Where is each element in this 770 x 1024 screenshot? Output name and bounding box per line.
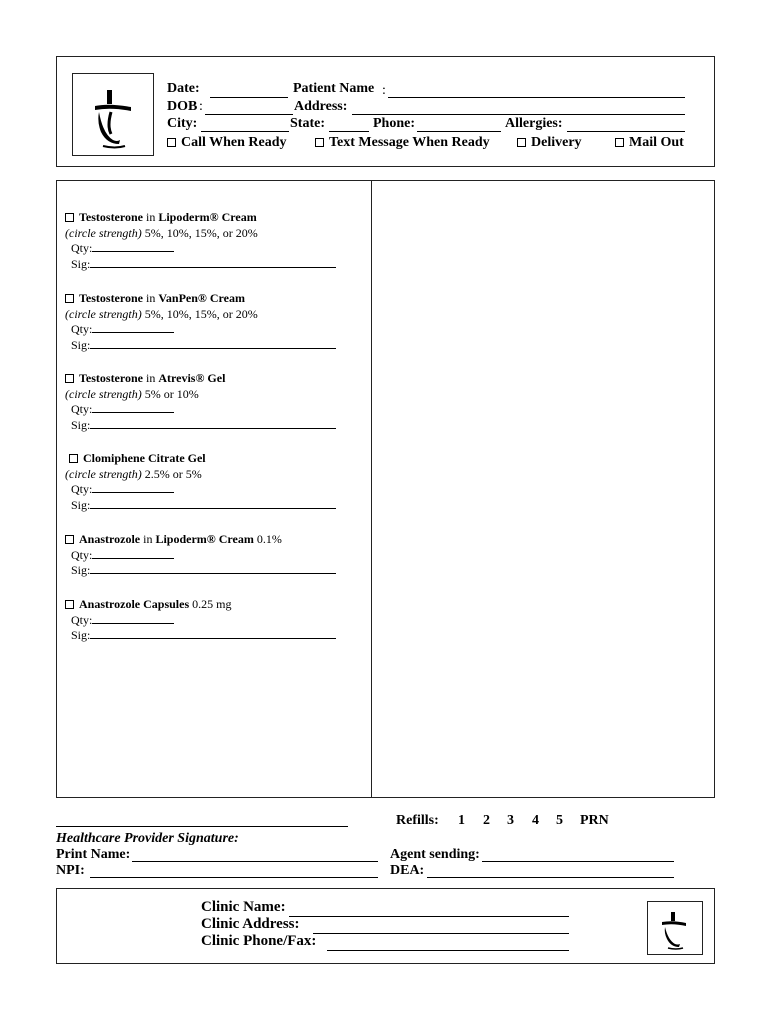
dob-field[interactable] [205, 114, 293, 115]
sig-field[interactable] [90, 563, 336, 574]
refill-option-5[interactable]: 5 [556, 813, 563, 828]
sig-field[interactable] [90, 498, 336, 509]
qty-field[interactable] [92, 613, 174, 624]
sig-field[interactable] [90, 338, 336, 349]
column-divider [371, 181, 372, 797]
phone-field[interactable] [417, 131, 501, 132]
rx-checkbox[interactable] [65, 213, 74, 222]
dob-label: DOB [167, 99, 198, 114]
clinic-address-label: Clinic Address: [201, 916, 300, 932]
call-when-ready-option[interactable]: Call When Ready [167, 135, 287, 151]
rx-checkbox[interactable] [69, 454, 78, 463]
date-label: Date: [167, 81, 200, 96]
text-message-checkbox[interactable] [315, 138, 324, 147]
sig-field[interactable] [90, 257, 336, 268]
mortar-pestle-logo-icon [73, 74, 153, 155]
mail-out-option[interactable]: Mail Out [615, 135, 684, 151]
signature-line[interactable] [56, 826, 348, 827]
refill-option-prn[interactable]: PRN [580, 813, 609, 828]
rx-checkbox[interactable] [65, 600, 74, 609]
sig-label: Sig: [71, 256, 91, 271]
clinic-phone-field[interactable] [327, 950, 569, 951]
qty-label: Qty: [71, 322, 93, 336]
qty-label: Qty: [71, 402, 93, 416]
qty-field[interactable] [92, 402, 174, 413]
print-name-field[interactable] [132, 861, 378, 862]
state-field[interactable] [329, 131, 369, 132]
rx-item-clomiphene: Clomiphene Citrate Gel (circle strength) 2.5% or 5% Qty: Sig: [65, 451, 336, 513]
phone-label: Phone: [373, 116, 415, 131]
agent-sending-field[interactable] [482, 861, 674, 862]
qty-label: Qty: [71, 547, 93, 562]
city-label: City: [167, 116, 198, 131]
clinic-phone-label: Clinic Phone/Fax: [201, 933, 317, 949]
qty-label: Qty: [71, 241, 93, 255]
rx-checkbox[interactable] [65, 535, 74, 544]
clinic-name-label: Clinic Name: [201, 899, 286, 915]
clinic-info-box [56, 888, 715, 964]
qty-field[interactable] [92, 241, 174, 252]
call-when-ready-checkbox[interactable] [167, 138, 176, 147]
sig-label: Sig: [71, 497, 91, 512]
qty-field[interactable] [92, 322, 174, 333]
clinic-logo-frame [647, 901, 703, 955]
refill-option-3[interactable]: 3 [507, 813, 514, 828]
rx-item-testosterone-lipoderm: Testosterone in Lipoderm® Cream (circle strength) 5%, 10%, 15%, or 20% Qty: Sig: [65, 210, 336, 272]
logo-frame [72, 73, 154, 156]
prescription-box [56, 180, 715, 798]
rx-checkbox[interactable] [65, 374, 74, 383]
mail-out-checkbox[interactable] [615, 138, 624, 147]
qty-field[interactable] [92, 548, 174, 559]
npi-label: NPI: [56, 863, 85, 878]
delivery-option[interactable]: Delivery [517, 135, 582, 151]
refills-label: Refills: [396, 813, 439, 828]
npi-field[interactable] [90, 877, 378, 878]
sig-label: Sig: [71, 563, 91, 577]
refill-option-4[interactable]: 4 [532, 813, 539, 828]
sig-field[interactable] [90, 418, 336, 429]
agent-sending-label: Agent sending: [390, 847, 480, 862]
clinic-address-field[interactable] [313, 933, 569, 934]
refill-option-2[interactable]: 2 [483, 813, 490, 828]
dea-field[interactable] [427, 877, 674, 878]
dea-label: DEA: [390, 863, 425, 878]
rx-item-testosterone-atrevis: Testosterone in Atrevis® Gel (circle strength) 5% or 10% Qty: Sig: [65, 371, 336, 433]
print-name-label: Print Name: [56, 847, 131, 862]
mortar-pestle-small-logo-icon [648, 902, 702, 954]
allergies-label: Allergies: [505, 116, 563, 131]
qty-field[interactable] [92, 482, 174, 493]
city-field[interactable] [201, 131, 289, 132]
qty-label: Qty: [71, 482, 93, 496]
rx-item-anastrozole-capsules: Anastrozole Capsules 0.25 mg Qty: Sig: [65, 597, 336, 644]
sig-label: Sig: [71, 417, 91, 432]
rx-item-anastrozole-lipoderm: Anastrozole in Lipoderm® Cream 0.1% Qty: Sig: [65, 532, 336, 579]
sig-field[interactable] [90, 628, 336, 639]
text-message-option[interactable]: Text Message When Ready [315, 135, 490, 151]
sig-label: Sig: [71, 337, 91, 352]
patient-name-label: Patient Name [293, 81, 375, 96]
refill-option-1[interactable]: 1 [458, 813, 465, 828]
state-label: State: [290, 116, 325, 131]
rx-item-testosterone-vanpen: Testosterone in VanPen® Cream (circle strength) 5%, 10%, 15%, or 20% Qty: Sig: [65, 291, 336, 353]
signature-label: Healthcare Provider Signature: [56, 831, 239, 846]
patient-name-field[interactable] [388, 97, 685, 98]
rx-checkbox[interactable] [65, 294, 74, 303]
qty-label: Qty: [71, 612, 93, 627]
date-field[interactable] [210, 97, 288, 98]
allergies-field[interactable] [567, 131, 685, 132]
sig-label: Sig: [71, 628, 91, 642]
clinic-name-field[interactable] [289, 916, 569, 917]
address-field[interactable] [352, 114, 685, 115]
delivery-checkbox[interactable] [517, 138, 526, 147]
address-label: Address: [294, 99, 348, 114]
patient-info-box: Date: Patient Name : DOB : Address: City: State: Phone: Allergies: Call When Ready Text Message When Ready Delivery Mail Out [56, 56, 715, 167]
